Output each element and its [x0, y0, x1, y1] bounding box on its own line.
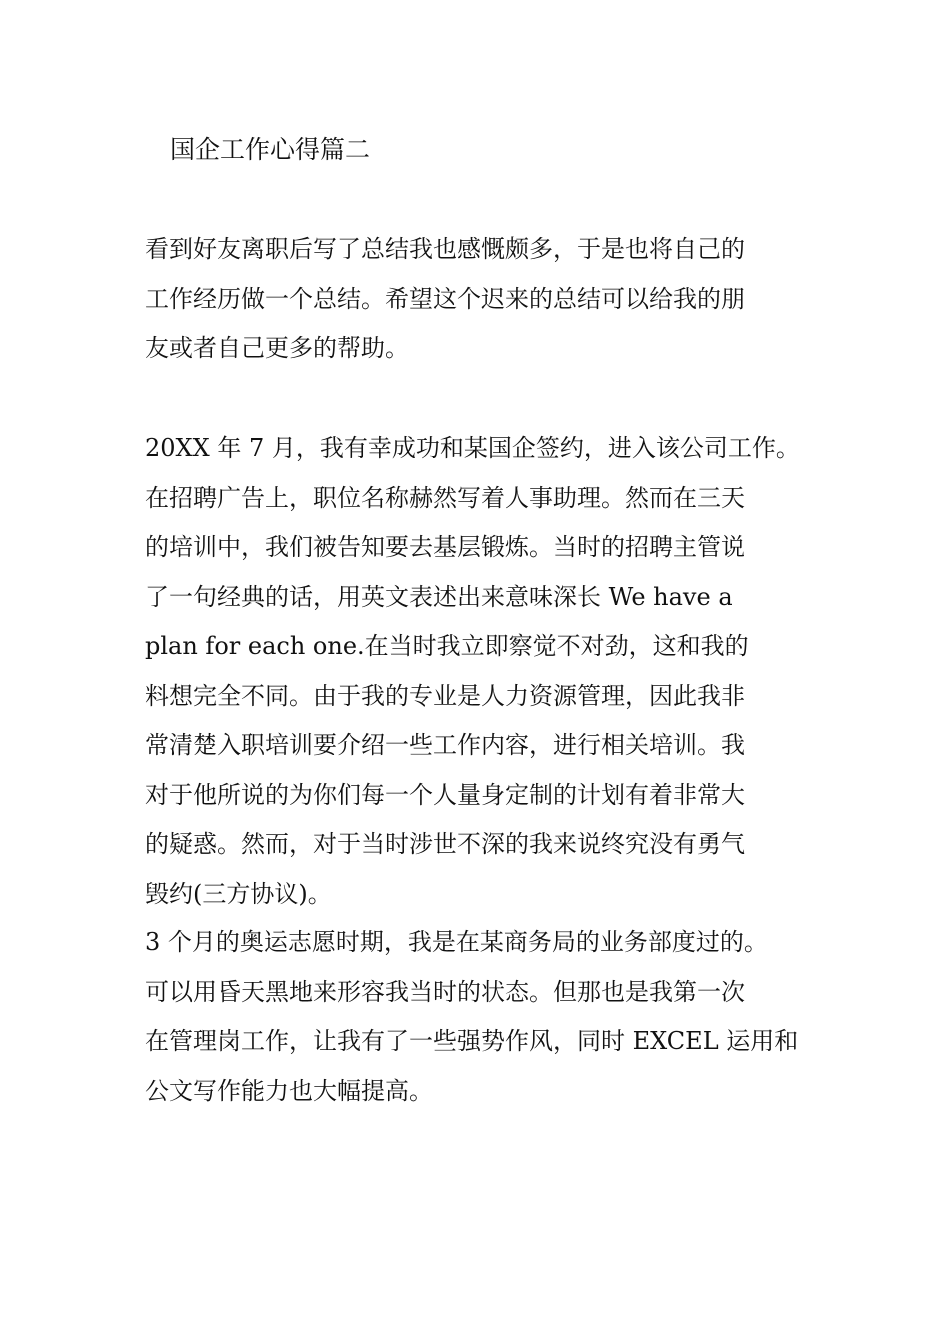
- paragraph-2: [145, 424, 825, 919]
- paragraph-line: 3 个月的奥运志愿时期，我是在某商务局的业务部度过的。: [145, 928, 768, 956]
- paragraph-line: 工作经历做一个总结。希望这个迟来的总结可以给我的朋: [145, 284, 745, 313]
- paragraph-line: 毁约(三方协议)。: [145, 879, 332, 908]
- document-title: 国企工作心得篇二: [170, 135, 371, 164]
- paragraph-line: 在招聘广告上，职位名称赫然写着人事助理。然而在三天: [145, 483, 745, 512]
- paragraph-line: 的培训中，我们被告知要去基层锻炼。当时的招聘主管说: [145, 533, 745, 561]
- paragraph-line: 看到好友离职后写了总结我也感慨颇多，于是也将自己的: [145, 235, 745, 263]
- paragraph-line: 料想完全不同。由于我的专业是人力资源管理，因此我非: [145, 681, 745, 710]
- paragraph-line: 了一句经典的话，用英文表述出来意味深长 We have a: [145, 582, 733, 611]
- paragraph-line: 对于他所说的为你们每一个人量身定制的计划有着非常大: [145, 780, 745, 809]
- paragraph-line: 可以用昏天黑地来形容我当时的状态。但那也是我第一次: [145, 977, 745, 1006]
- paragraph-line: 20XX 年 7 月，我有幸成功和某国企签约，进入该公司工作。: [145, 434, 800, 462]
- paragraph-line: plan for each one.在当时我立即察觉不对劲，这和我的: [145, 632, 749, 660]
- paragraph-line: 公文写作能力也大幅提高。: [145, 1076, 433, 1105]
- paragraph-line: 友或者自己更多的帮助。: [145, 334, 409, 362]
- paragraph-line: 常清楚入职培训要介绍一些工作内容，进行相关培训。我: [145, 731, 745, 759]
- paragraph-1: [145, 225, 825, 374]
- paragraph-line: 的疑惑。然而，对于当时涉世不深的我来说终究没有勇气: [145, 830, 745, 858]
- paragraph-line: 在管理岗工作，让我有了一些强势作风，同时 EXCEL 运用和: [145, 1027, 799, 1055]
- paragraph-3: [145, 918, 825, 1116]
